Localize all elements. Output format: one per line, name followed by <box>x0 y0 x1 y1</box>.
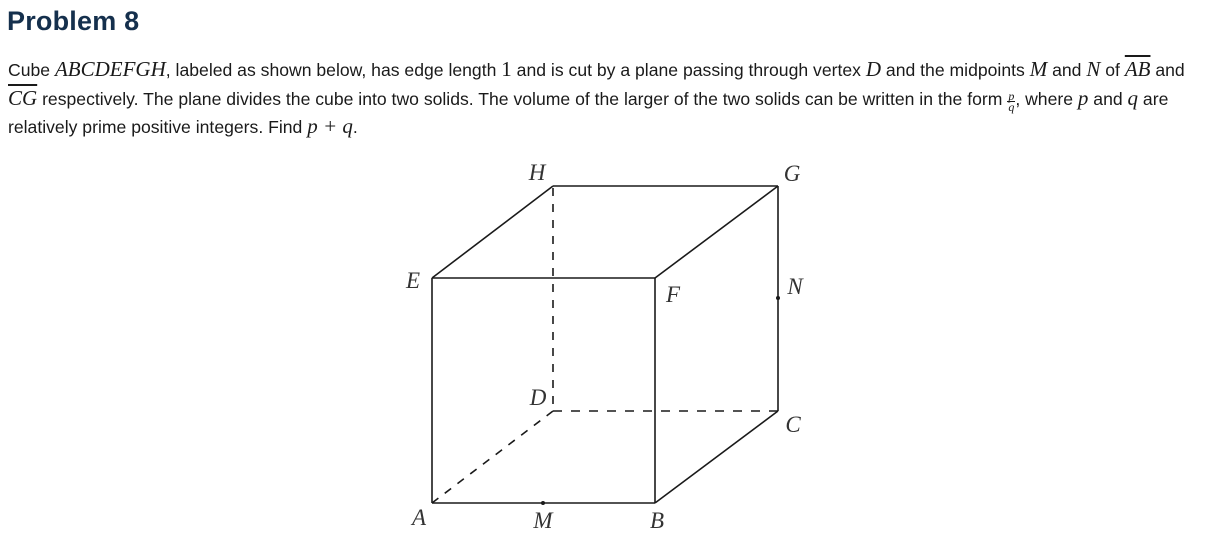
math-cube-name: ABCDEFGH <box>54 57 166 81</box>
fraction-numerator: p <box>1008 88 1015 103</box>
edge-da-hidden <box>432 411 553 503</box>
text-segment: , labeled as shown below, has edge length <box>165 60 502 80</box>
label-d: D <box>529 385 547 410</box>
cube-edges <box>432 186 778 503</box>
math-edge-length: 1 <box>501 57 512 81</box>
label-e: E <box>405 268 421 293</box>
math-point-m: M <box>1029 57 1048 81</box>
label-a: A <box>411 505 427 530</box>
label-h: H <box>528 160 546 185</box>
math-segment-cg: $\overline{CG}$ <box>8 85 38 110</box>
problem-title: Problem 8 <box>7 6 140 36</box>
text-segment: and is cut by a plane passing through vertex <box>511 60 866 80</box>
midpoint-ticks <box>541 296 780 505</box>
math-vertex-d: D <box>865 57 882 81</box>
text-segment: and <box>1047 60 1087 80</box>
text-segment: . <box>352 117 358 137</box>
label-f: F <box>665 282 681 307</box>
text-segment: of <box>1100 60 1125 80</box>
label-m: M <box>533 508 553 533</box>
math-point-n: N <box>1086 57 1101 81</box>
midpoint-m-marker <box>541 501 545 505</box>
label-n: N <box>787 274 803 299</box>
fraction-denominator: q <box>1008 99 1015 114</box>
math-answer-expression: p + q <box>307 114 353 138</box>
text-segment: Cube <box>8 60 55 80</box>
label-g: G <box>783 161 801 186</box>
edge-bc <box>655 411 778 503</box>
label-c: C <box>785 412 801 437</box>
edge-fg <box>655 186 778 278</box>
midpoint-n-marker <box>776 296 780 300</box>
math-segment-ab: $\overline{AB}$ <box>1124 57 1151 81</box>
label-b: B <box>649 508 665 533</box>
text-segment: and the midpoints <box>881 60 1030 80</box>
text-segment: respectively. The plane divides the cube into two solids. The volume of the larger of the two solids can be written in the form <box>37 88 1008 109</box>
text-segment: are relatively prime positive integers. Find <box>8 88 1169 137</box>
text-segment: , where <box>1015 88 1078 109</box>
edge-eh <box>432 186 553 278</box>
math-var-q: q <box>1127 85 1139 110</box>
text-segment: and <box>1150 60 1185 80</box>
text-segment: and <box>1088 88 1128 109</box>
math-var-p: p <box>1077 85 1089 110</box>
